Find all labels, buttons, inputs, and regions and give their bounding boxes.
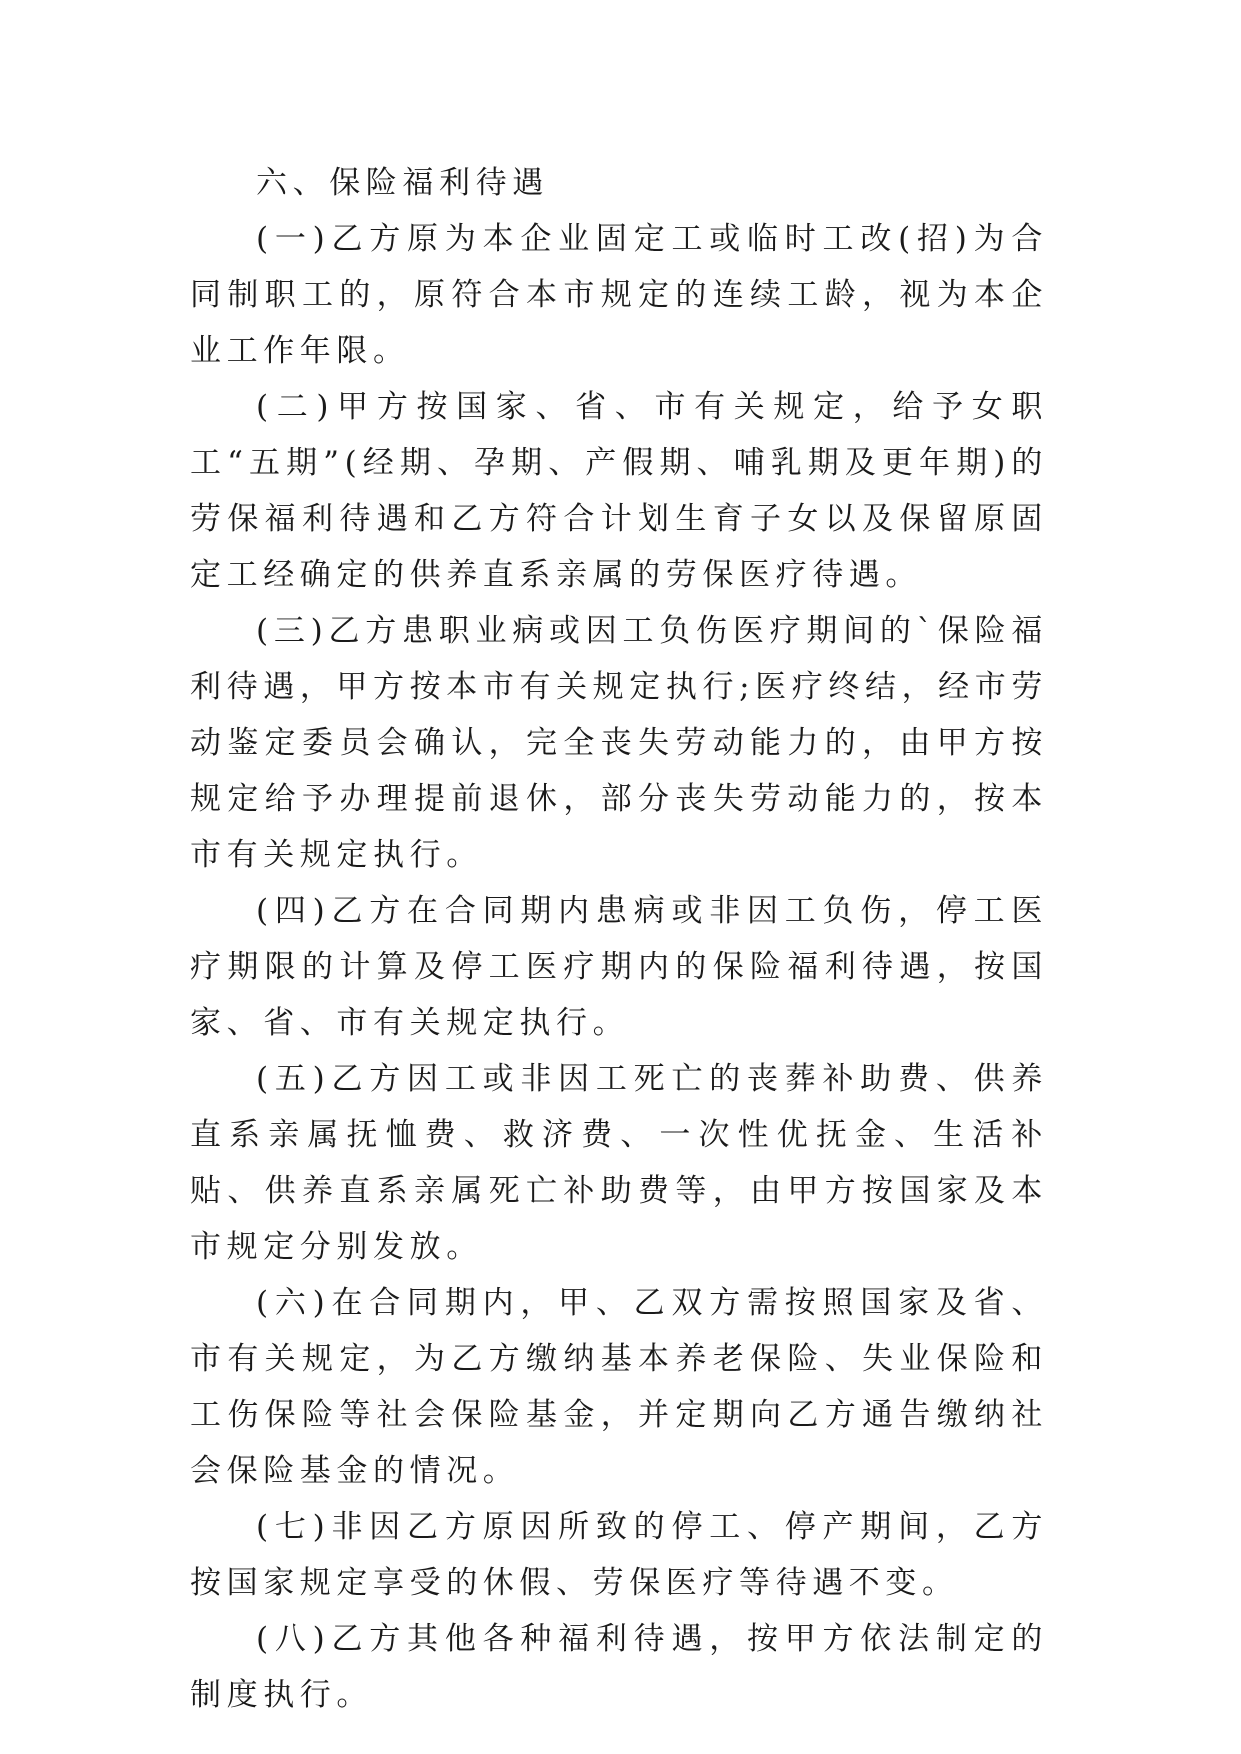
paragraph-1: (一)乙方原为本企业固定工或临时工改(招)为合同制职工的，原符合本市规定的连续工龄，视为本企业工作年限。 <box>190 221 1048 369</box>
section-title: 六、保险福利待遇 <box>256 165 549 201</box>
paragraph-8: (八)乙方其他各种福利待遇，按甲方依法制定的制度执行。 <box>190 1621 1048 1713</box>
document-body <box>190 155 1048 1723</box>
paragraph-6: (六)在合同期内，甲、乙双方需按照国家及省、市有关规定，为乙方缴纳基本养老保险、失业保险和工伤保险等社会保险基金，并定期向乙方通告缴纳社会保险基金的情况。 <box>190 1285 1048 1489</box>
paragraph-4: (四)乙方在合同期内患病或非因工负伤，停工医疗期限的计算及停工医疗期内的保险福利待遇，按国家、省、市有关规定执行。 <box>190 893 1048 1041</box>
paragraph-5: (五)乙方因工或非因工死亡的丧葬补助费、供养直系亲属抚恤费、救济费、一次性优抚金、生活补贴、供养直系亲属死亡补助费等，由甲方按国家及本市规定分别发放。 <box>190 1061 1048 1265</box>
paragraph-2: (二)甲方按国家、省、市有关规定，给予女职工“五期”(经期、孕期、产假期、哺乳期及更年期)的劳保福利待遇和乙方符合计划生育子女以及保留原固定工经确定的供养直系亲属的劳保医疗待遇。 <box>190 389 1048 593</box>
paragraph-7: (七)非因乙方原因所致的停工、停产期间，乙方按国家规定享受的休假、劳保医疗等待遇不变。 <box>190 1509 1048 1601</box>
paragraph-3: (三)乙方患职业病或因工负伤医疗期间的`保险福利待遇，甲方按本市有关规定执行;医疗终结，经市劳动鉴定委员会确认，完全丧失劳动能力的，由甲方按规定给予办理提前退休，部分丧失劳动能力的，按本市有关规定执行。 <box>190 613 1048 873</box>
